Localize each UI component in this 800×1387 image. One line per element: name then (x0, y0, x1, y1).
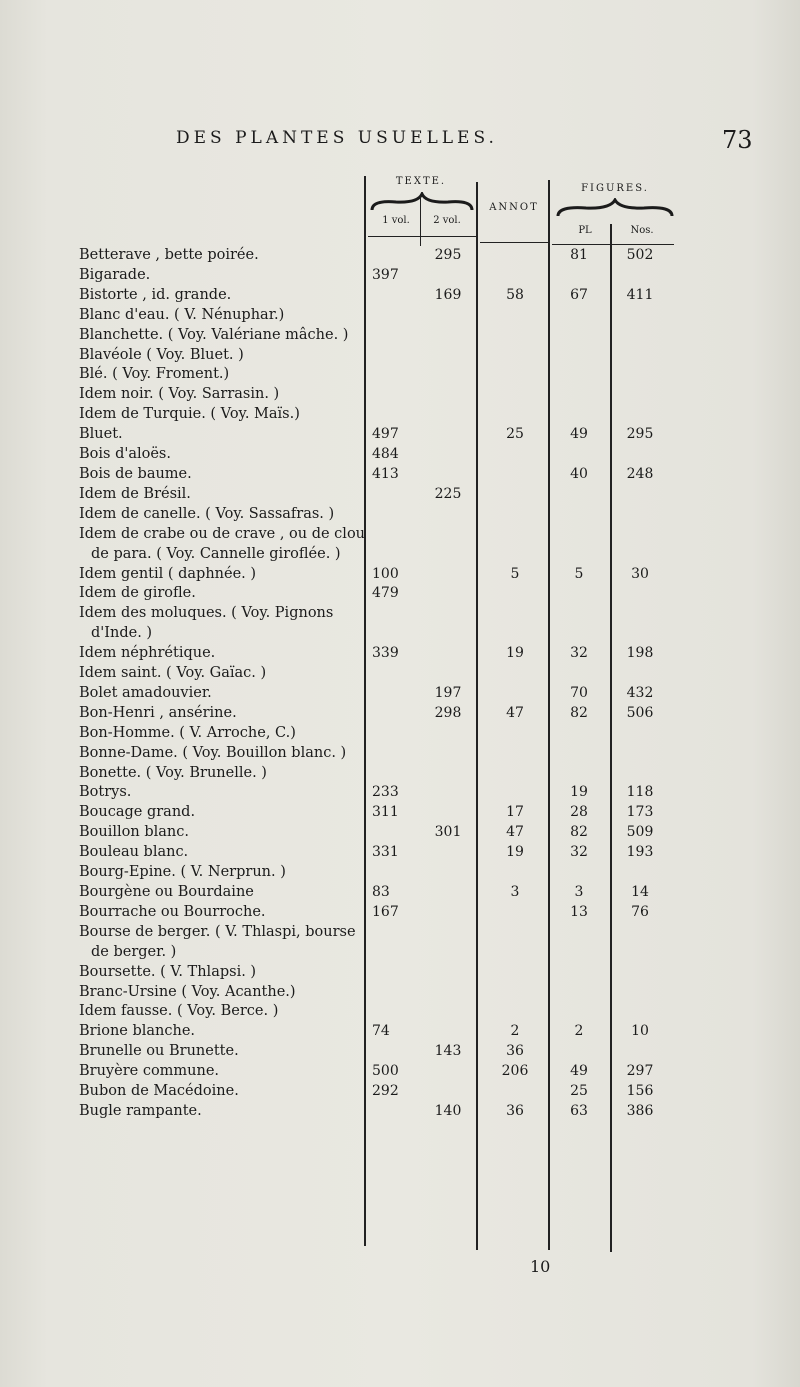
figure-number: 30 (631, 565, 649, 582)
entry-label: Bluet. (79, 426, 123, 443)
table-row (0, 246, 800, 266)
table-row (0, 445, 800, 465)
vol1-page: 83 (372, 884, 390, 900)
entry-label: Idem des moluques. ( Voy. Pignons d'Inde. ) (79, 605, 334, 642)
entry-label: Bonne-Dame. ( Voy. Bouillon blanc. ) (79, 744, 347, 761)
annot-heading: ANNOT (489, 202, 539, 213)
entry-label: Bonette. ( Voy. Brunelle. ) (79, 764, 267, 781)
figure-number: 10 (631, 1023, 649, 1040)
vol2-page: 295 (434, 247, 462, 263)
vol1-page: 331 (372, 844, 399, 861)
entry-label: Blanchette. ( Voy. Valériane mâche. ) (79, 326, 349, 343)
figure-number: 386 (626, 1102, 654, 1119)
vol2-page: 143 (434, 1043, 462, 1060)
entry-label: Boursette. ( V. Thlapsi. ) (79, 963, 257, 980)
entry-label: Bon-Homme. ( V. Arroche, C.) (79, 724, 296, 741)
table-row (0, 1022, 800, 1042)
figures-rule (552, 244, 674, 245)
table-row (0, 644, 800, 664)
table-row (0, 365, 800, 385)
entry-label: Branc-Ursine ( Voy. Acanthe.) (79, 983, 296, 1000)
figures-brace-icon (556, 198, 674, 220)
entry-label: Bouillon blanc. (79, 824, 189, 841)
entry-label: Idem saint. ( Voy. Gaïac. ) (79, 665, 267, 682)
plate-number: 67 (570, 286, 588, 303)
vol1-page: 167 (372, 903, 399, 920)
table-row (0, 783, 800, 803)
plate-number: 70 (570, 684, 588, 701)
entry-label: Botrys. (79, 784, 132, 801)
vol1-page: 74 (372, 1023, 390, 1040)
table-row (0, 1062, 800, 1082)
plate-number: 81 (570, 247, 588, 263)
entry-label: Brunelle ou Brunette. (79, 1043, 239, 1060)
annotation-number: 5 (510, 565, 520, 582)
table-row (0, 525, 800, 565)
entry-label: Idem de canelle. ( Voy. Sassafras. ) (79, 505, 335, 522)
column-rule (420, 196, 421, 246)
figure-number: 14 (631, 884, 649, 900)
figure-number: 432 (626, 684, 654, 701)
table-row (0, 346, 800, 366)
table-row (0, 485, 800, 505)
pl-heading: PL (578, 225, 592, 236)
vol1-page: 397 (372, 266, 399, 283)
figure-number: 198 (626, 645, 654, 662)
table-row (0, 724, 800, 744)
plate-number: 28 (570, 804, 588, 821)
table-row (0, 823, 800, 843)
figure-number: 502 (626, 247, 654, 263)
vol1-page: 484 (372, 446, 399, 463)
entry-label: Bouleau blanc. (79, 844, 189, 861)
plate-number: 32 (570, 645, 588, 662)
vol2-page: 197 (434, 684, 462, 701)
annotation-number: 3 (510, 884, 520, 900)
table-row (0, 843, 800, 863)
plate-number: 19 (570, 784, 588, 801)
vol2-page: 298 (434, 704, 462, 721)
plate-number: 32 (570, 844, 588, 861)
annotation-number: 36 (506, 1043, 524, 1060)
vol2-heading: 2 vol. (433, 215, 461, 226)
vol1-page: 413 (372, 465, 399, 482)
entry-label: Idem noir. ( Voy. Sarrasin. ) (79, 386, 280, 403)
table-row (0, 565, 800, 585)
annotation-number: 2 (510, 1023, 520, 1040)
vol2-page: 225 (434, 485, 462, 502)
plate-number: 82 (570, 704, 588, 721)
page-number: 73 (722, 126, 753, 154)
table-row (0, 604, 800, 644)
vol2-page: 301 (434, 824, 462, 841)
plate-number: 5 (574, 565, 584, 582)
figure-number: 509 (626, 824, 654, 841)
plate-number: 3 (574, 884, 584, 900)
entry-label: Idem gentil ( daphnée. ) (79, 565, 257, 582)
table-row (0, 326, 800, 346)
figure-number: 118 (626, 784, 654, 801)
vol2-page: 140 (434, 1102, 462, 1119)
entry-label: Bubon de Macédoine. (79, 1083, 239, 1100)
texte-brace-icon (370, 192, 474, 214)
vol1-heading: 1 vol. (382, 215, 410, 226)
vol1-page: 497 (372, 426, 399, 443)
entry-label: Idem de Brésil. (79, 485, 191, 502)
table-row (0, 923, 800, 963)
table-row (0, 1102, 800, 1122)
vol1-page: 100 (372, 565, 399, 582)
plate-number: 49 (570, 1063, 588, 1080)
table-row (0, 664, 800, 684)
entry-label: Bistorte , id. grande. (79, 286, 232, 303)
vol1-page: 479 (372, 585, 399, 602)
annotation-number: 47 (506, 824, 524, 841)
entry-label: Idem de crabe ou de crave , ou de clou de para. ( Voy. Cannelle giroflée. ) (79, 525, 366, 562)
annot-rule (480, 242, 548, 243)
entry-label: Boucage grand. (79, 804, 196, 821)
table-row (0, 584, 800, 604)
table-row (0, 744, 800, 764)
figure-number: 506 (626, 704, 654, 721)
entry-label: Bourse de berger. ( V. Thlaspi, bourse de berger. ) (79, 923, 356, 960)
entry-label: Brione blanche. (79, 1023, 196, 1040)
table-row (0, 465, 800, 485)
vol1-page: 339 (372, 645, 399, 662)
table-row (0, 764, 800, 784)
figure-number: 297 (626, 1063, 654, 1080)
plate-number: 63 (570, 1102, 588, 1119)
figure-number: 295 (626, 426, 654, 443)
figures-heading: FIGURES. (581, 183, 649, 194)
annotation-number: 36 (506, 1102, 524, 1119)
table-row (0, 963, 800, 983)
plate-number: 49 (570, 426, 588, 443)
table-row (0, 704, 800, 724)
vol1-page: 500 (372, 1063, 399, 1080)
table-row (0, 684, 800, 704)
table-row (0, 1042, 800, 1062)
vol1-page: 292 (372, 1083, 399, 1100)
entry-label: Blé. ( Voy. Froment.) (79, 366, 230, 383)
vol1-page: 233 (372, 784, 399, 801)
annotation-number: 19 (506, 844, 524, 861)
index-table (0, 246, 800, 1122)
plate-number: 40 (570, 465, 588, 482)
entry-label: Bois de baume. (79, 465, 192, 482)
texte-rule (368, 236, 476, 237)
figure-number: 411 (626, 286, 654, 303)
entry-label: Bourgène ou Bourdaine (79, 884, 254, 900)
table-row (0, 306, 800, 326)
figure-number: 248 (626, 465, 654, 482)
entry-label: Bourg-Epine. ( V. Nerprun. ) (79, 864, 286, 881)
annotation-number: 206 (501, 1063, 529, 1080)
annotation-number: 58 (506, 286, 524, 303)
annotation-number: 25 (506, 426, 524, 443)
table-row (0, 983, 800, 1003)
entry-label: Bugle rampante. (79, 1102, 202, 1119)
entry-label: Bolet amadouvier. (79, 684, 212, 701)
vol2-page: 169 (434, 286, 462, 303)
vol1-page: 311 (372, 804, 399, 821)
figure-number: 156 (626, 1083, 654, 1100)
entry-label: Idem de girofle. (79, 585, 196, 602)
plate-number: 25 (570, 1083, 588, 1100)
entry-label: Blanc d'eau. ( V. Nénuphar.) (79, 306, 285, 323)
plate-number: 13 (570, 903, 588, 920)
plate-number: 82 (570, 824, 588, 841)
running-header: DES PLANTES USUELLES. (176, 128, 498, 148)
entry-label: Bruyère commune. (79, 1063, 220, 1080)
nos-heading: Nos. (630, 225, 654, 236)
table-row (0, 883, 800, 903)
entry-label: Bigarade. (79, 266, 151, 283)
figure-number: 76 (631, 903, 649, 920)
annotation-number: 17 (506, 804, 524, 821)
annotation-number: 47 (506, 704, 524, 721)
entry-label: Blavéole ( Voy. Bluet. ) (79, 346, 244, 363)
entry-label: Idem néphrétique. (79, 645, 216, 662)
plate-number: 2 (574, 1023, 584, 1040)
figure-number: 193 (626, 844, 654, 861)
entry-label: Bois d'aloës. (79, 446, 171, 463)
table-row (0, 903, 800, 923)
table-row (0, 1082, 800, 1102)
annotation-number: 19 (506, 645, 524, 662)
table-row (0, 803, 800, 823)
table-row (0, 266, 800, 286)
table-row (0, 385, 800, 405)
table-row (0, 405, 800, 425)
table-row (0, 425, 800, 445)
entry-label: Betterave , bette poirée. (79, 247, 259, 263)
entry-label: Idem de Turquie. ( Voy. Maïs.) (79, 406, 300, 423)
signature-mark: 10 (530, 1257, 551, 1276)
table-row (0, 1002, 800, 1022)
table-row (0, 286, 800, 306)
texte-heading: TEXTE. (395, 176, 447, 187)
figure-number: 173 (626, 804, 654, 821)
entry-label: Bourrache ou Bourroche. (79, 903, 266, 920)
entry-label: Bon-Henri , ansérine. (79, 704, 237, 721)
table-row (0, 505, 800, 525)
entry-label: Idem fausse. ( Voy. Berce. ) (79, 1003, 279, 1020)
table-row (0, 863, 800, 883)
